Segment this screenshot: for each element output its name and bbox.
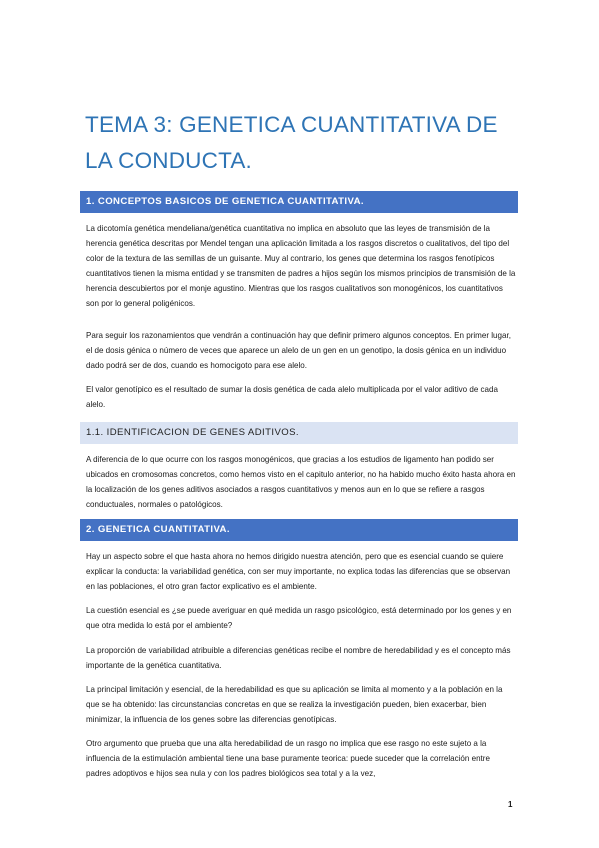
- paragraph-6: La cuestión esencial es ¿se puede averiguar en qué medida un rasgo psicológico, está determinado por los genes y en que otra medida lo está por el ambiente?: [86, 606, 512, 631]
- paragraph-2: Para seguir los razonamientos que vendrán a continuación hay que definir primero algunos conceptos. En primer lugar, el de dosis génica o número de veces que aparece un alelo de un gen en un genotipo, la dosis génica en un individuo dado podrá ser de dos, cuando es homocigoto para ese alelo.: [86, 331, 511, 371]
- paragraph-1: La dicotomía genética mendeliana/genética cuantitativa no implica en absoluto que las leyes de transmisión de la herencia genética descritas por Mendel tengan una aplicación limitada a los rasgos discretos o cualitativos, del tipo del color de la textura de las semillas de un guisante. Muy al contrario, los genes que determina los rasgos fenotípicos cuantitativos tienen la misma entidad y se transmiten de padres a hijos según los mismos principios de transmisión de la herencia descubiertos por el monje agustino. Mientras que los rasgos cualitativos son monogénicos, los cuantitativos son por lo general poligénicos.: [86, 224, 516, 309]
- section-heading-conceptos: 1. CONCEPTOS BASICOS DE GENETICA CUANTITATIVA.: [80, 191, 518, 213]
- subsection-heading-genes-aditivos: 1.1. IDENTIFICACION DE GENES ADITIVOS.: [80, 422, 518, 444]
- page-number: 1: [508, 800, 513, 809]
- paragraph-7: La proporción de variabilidad atribuible a diferencias genéticas recibe el nombre de heredabilidad y es el concepto más importante de la genética cuantitativa.: [86, 646, 511, 671]
- section-heading-genetica-cuantitativa: 2. GENETICA CUANTITATIVA.: [80, 519, 518, 541]
- paragraph-8: La principal limitación y esencial, de la heredabilidad es que su aplicación se limita al momento y a la población en la que se ha obtenido: las circunstancias concretas en que se realiza la investigación pueden, bien exacerbar, bien minimizar, la influencia de los genes sobre las diferencias genotípicas.: [86, 685, 503, 725]
- paragraph-9: Otro argumento que prueba que una alta heredabilidad de un rasgo no implica que ese rasgo no este sujeto a la influencia de la estimulación ambiental tiene una base puramente teorica: puede suceder que la correlación entre padres adoptivos e hijos sea nula y con los padres biológicos sea total y a la vez,: [86, 739, 490, 779]
- page-title: TEMA 3: GENETICA CUANTITATIVA DE LA CONDUCTA.: [85, 112, 498, 173]
- paragraph-3: El valor genotípico es el resultado de sumar la dosis genética de cada alelo multiplicada por el valor aditivo de cada alelo.: [86, 385, 498, 410]
- paragraph-5: Hay un aspecto sobre el que hasta ahora no hemos dirigido nuestra atención, pero que es esencial cuando se quiere explicar la conducta: la variabilidad genética, con ser muy importante, no explica todas las diferencias que se observan en las poblaciones, el otro gran factor explicativo es el ambiente.: [86, 552, 511, 592]
- paragraph-4: A diferencia de lo que ocurre con los rasgos monogénicos, que gracias a los estudios de ligamento han podido ser ubicados en cromosomas concretos, como hemos visto en el capitulo anterior, no ha habido mucho éxito hasta ahora en la localización de los genes aditivos asociados a rasgos cuantitativos y menos aun en lo que se refiere a rasgos conductuales, normales o patológicos.: [86, 455, 516, 510]
